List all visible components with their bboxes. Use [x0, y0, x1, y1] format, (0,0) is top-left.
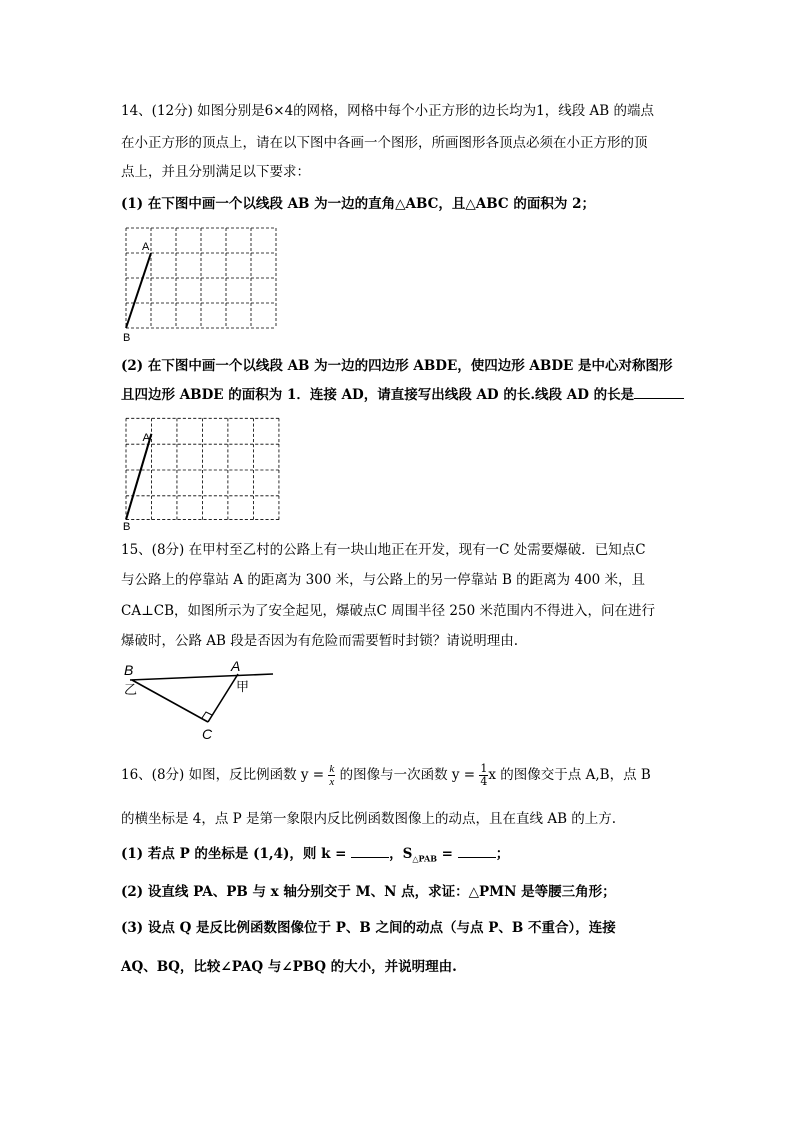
fraction-k-over-x: $\frac{k}{x}$ — [329, 763, 335, 788]
segment-ab — [126, 253, 151, 328]
q15-line3: CA⊥CB，如图所示为了安全起见，爆破点C 周围半径 250 米范围内不得进入，问在进行 — [121, 603, 655, 619]
q14-part2-line2: 且四边形 ABDE 的面积为 1．连接 AD，请直接写出线段 AD 的长.线段 AD 的长是 — [121, 385, 681, 405]
q14-part1: (1) 在下图中画一个以线段 AB 为一边的直角△ABC，且△ABC 的面积为 2； — [121, 196, 595, 212]
label-a: A — [142, 241, 150, 253]
q14-intro-line1: 14、(12分) 如图分别是6×4的网格，网格中每个小正方形的边长均为1，线段 AB 的端点 — [121, 103, 655, 119]
q14-intro-line3: 点上，并且分别满足以下要求： — [121, 164, 310, 180]
q14-grid-1 — [123, 228, 281, 344]
q15-line2: 与公路上的停靠站 A 的距离为 300 米，与公路上的另一停靠站 B 的距离为 400 米，且 — [121, 572, 646, 588]
q15-line4: 爆破时，公路 AB 段是否因为有危险而需要暂时封锁？请说明理由. — [121, 633, 519, 649]
q15-figure — [118, 660, 278, 742]
q16-line1: 16、(8分) 如图，反比例函数 y = $\frac{k}{x}$ 的图像与一次函数 y = $\frac{1}{4}$ x 的图像交于点 A,B，点 B — [121, 762, 651, 788]
q16-part2: (2) 设直线 PA、PB 与 x 轴分别交于 M、N 点，求证：△PMN 是等腰三角形； — [121, 884, 616, 900]
fraction-one-quarter: $\frac{1}{4}$ — [480, 762, 488, 788]
label-jia: 甲 — [236, 679, 250, 694]
label-b: B — [124, 662, 134, 678]
label-a: A — [231, 658, 241, 674]
road-line — [130, 674, 273, 680]
q16-part3-line1: (3) 设点 Q 是反比例函数图像位于 P、B 之间的动点（与点 P、B 不重合），连接 — [121, 920, 616, 936]
q16-line2: 的横坐标是 4，点 P 是第一象限内反比例函数图像上的动点，且在直线 AB 的上方. — [121, 811, 617, 827]
segment-bc — [132, 680, 208, 722]
label-b: B — [122, 520, 131, 533]
label-c: C — [202, 726, 213, 742]
q14-intro-line2: 在小正方形的顶点上，请在以下图中各画一个图形，所画图形各顶点必须在小正方形的顶 — [121, 135, 648, 151]
answer-blank[interactable] — [634, 398, 684, 399]
label-yi: 乙 — [124, 682, 138, 697]
q16-part1: (1) 若点 P 的坐标是 (1,4)，则 k = ，$S_{\triangle PAB}$ = ； — [121, 846, 510, 864]
area-answer-blank[interactable] — [458, 857, 496, 858]
label-a: A — [142, 432, 151, 445]
q15-line1: 15、(8分) 在甲村至乙村的公路上有一块山地正在开发，现有一C 处需要爆破．已知点C — [121, 542, 646, 558]
segment-ac — [208, 674, 238, 722]
q16-part3-line2: AQ、BQ，比较∠PAQ 与∠PBQ 的大小，并说明理由. — [121, 959, 457, 975]
q14-part2-line1: (2) 在下图中画一个以线段 AB 为一边的四边形 ABDE，使四边形 ABDE 是中心对称图形 — [121, 358, 673, 374]
segment-ab — [126, 434, 151, 520]
q14-grid-2 — [122, 415, 281, 533]
k-answer-blank[interactable] — [351, 857, 389, 858]
label-b: B — [123, 332, 131, 344]
